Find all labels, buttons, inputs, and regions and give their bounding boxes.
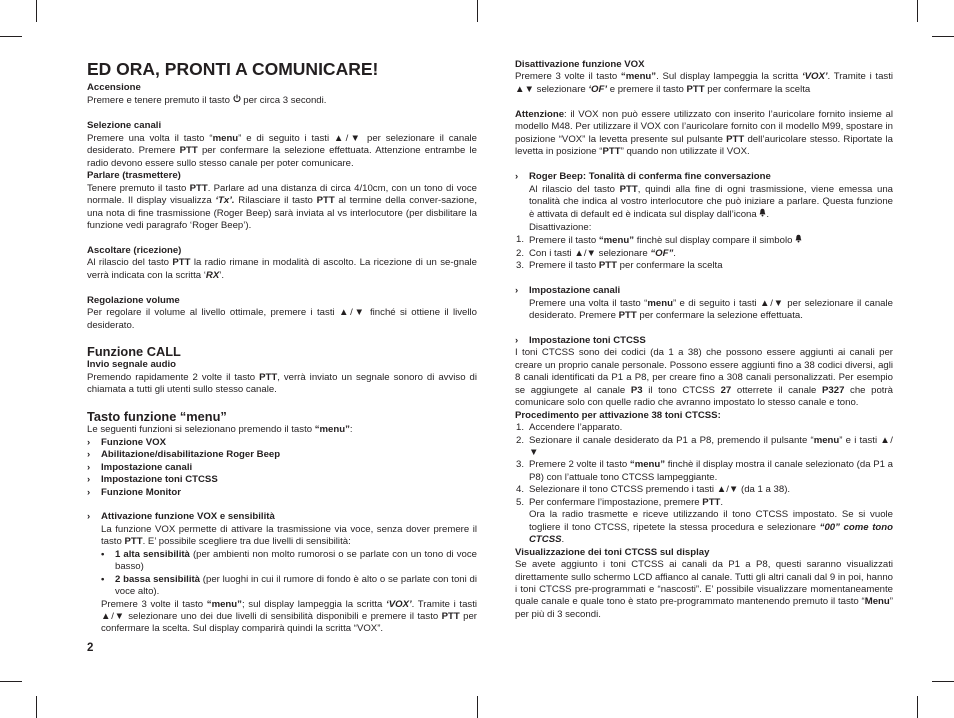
list-item: • 1 alta sensibilità (per ambienti non molto rumorosi o se parlate con un tono di voce basso) xyxy=(101,548,477,573)
paragraph: Attenzione: il VOX non può essere utilizzato con inserito l’auricolare fornito insieme al modello M48. Per utilizzare il VOX con l’auricolare fornito con il modello M99, spostare in posizione “VOX” la levetta presente sul pulsante PTT dell’auricolare stesso. Riportate la levetta in posizione “PTT” quando non utilizzate il VOX. xyxy=(515,108,893,158)
list-item: › Funzione VOX xyxy=(87,436,167,448)
section-heading: › Attivazione funzione VOX e sensibilità xyxy=(87,511,275,523)
section-heading: Invio segnale audio xyxy=(87,359,177,371)
list-item: 1. Accendere l’apparato. xyxy=(516,422,623,434)
list-item: › Funzione Monitor xyxy=(87,486,181,498)
paragraph: Tenere premuto il tasto PTT. Parlare ad una distanza di circa 4/10cm, con un tono di voce normale. Il display visualizza ‘Tx’. Rilasciare il tasto PTT al termine della conver-sazione, una nota di fine trasmissione (Roger Beep) sarà inviata al vs interlocutore (per disbilitare la funzione vedi paragrafo ‘Roger Beep’). xyxy=(87,182,477,231)
paragraph: Se avete aggiunto i toni CTCSS ai canali da P1 a P8, questi saranno visualizzati direttamente sullo schermo LCD affianco al canale. Tutti gli altri canali dal 9 in poi, hanno i toni CTCSS pre-programmati e “nascosti”. E’ possibile visualizzare momentaneamente quale canale e quale tono è stato pre-programmato mantenendo premuto il tasto “Menu” per più di 3 secondi. xyxy=(515,559,893,620)
section-heading: Ascoltare (ricezione) xyxy=(87,244,182,256)
right-column xyxy=(515,59,893,621)
paragraph: I toni CTCSS sono dei codici (da 1 a 38) che possono essere aggiunti ai canali per creare un proprio canale personale. Possono essere aggiunti fino a 38 codici diversi, agli 8 canali identificati da P1 a P8, per creare fino a 308 canali personalizzati. Per esempio se aggiungete al canale P3 il tono CTCSS 27 otterrete il canale P327 che potrà comunicare solo con quelle radio che avranno impostato lo stesso canale e tono. xyxy=(515,347,893,409)
page-title: ED ORA, PRONTI A COMUNICARE! xyxy=(87,59,379,79)
crop-mark xyxy=(0,681,22,682)
section-heading: Selezione canali xyxy=(87,120,162,132)
list-item: 1. Premere il tasto “menu” finchè sul display compare il simbolo xyxy=(515,234,893,247)
crop-mark xyxy=(917,0,918,22)
page-number: 2 xyxy=(87,642,94,654)
list-item: › Impostazione canali xyxy=(87,461,193,473)
crop-mark xyxy=(917,696,918,718)
section-heading: Visualizzazione dei toni CTCSS sul display xyxy=(515,546,710,558)
bell-icon xyxy=(795,234,802,247)
section-heading: Disattivazione funzione VOX xyxy=(515,59,645,70)
paragraph: La funzione VOX permette di attivare la trasmissione via voce, senza dover premere il tasto PTT. E’ possibile scegliere tra due livelli di sensibilità: xyxy=(101,523,477,548)
paragraph: Premere 3 volte il tasto “menu”. Sul display lampeggia la scritta ‘VOX’. Tramite i tasti ▲▼ selezionare ‘OF’ e premere il tasto PTT per confermare la scelta xyxy=(515,71,893,95)
paragraph: Premere e tenere premuto il tasto per circa 3 secondi. xyxy=(87,95,327,107)
paragraph: Al rilascio del tasto PTT, quindi alla fine di ogni trasmissione, viene emessa una tonalità che indica al vostro interlocutore che può iniziare a parlare. Questa funzione è attivata di default ed è indicata sul display dall’icona . xyxy=(529,183,893,221)
paragraph: Per regolare il volume al livello ottimale, premere i tasti ▲/▼ finché si ottiene il livello desiderato. xyxy=(87,307,477,331)
list-item: 4. Selezionare il tono CTCSS premendo i tasti ▲/▼ (da 1 a 38). xyxy=(516,484,791,496)
section-heading: › Impostazione canali xyxy=(515,285,621,297)
paragraph: Al rilascio del tasto PTT la radio rimane in modalità di ascolto. La ricezione di un se-gnale verrà indicata con la scritta ‘RX’. xyxy=(87,257,477,281)
list-item: 5. Per confermare l’impostazione, premere PTT. Ora la radio trasmette e riceve utilizzando il tono CTCSS impostato. Se si vuole togliere il tono CTCSS, ripetete la stessa procedura e selezionare “00” come tono CTCSS. xyxy=(516,496,893,546)
section-heading: Procedimento per attivazione 38 toni CTCSS: xyxy=(515,409,721,421)
crop-mark xyxy=(0,36,22,37)
crop-mark xyxy=(36,696,37,718)
list-item: 3. Premere il tasto PTT per confermare la scelta xyxy=(516,260,723,272)
section-heading: Accensione xyxy=(87,82,141,93)
power-icon xyxy=(233,94,241,107)
section-heading: Parlare (trasmettere) xyxy=(87,170,181,182)
paragraph: Premendo rapidamente 2 volte il tasto PTT, verrà inviato un segnale sonoro di avviso di chiamata a tutti gli utenti sullo stesso canale. xyxy=(87,371,477,396)
section-title: Tasto funzione “menu” xyxy=(87,409,227,425)
section-heading: Regolazione volume xyxy=(87,294,180,306)
section-heading: › Impostazione toni CTCSS xyxy=(515,334,646,346)
paragraph: Premere una volta il tasto “menu” e di seguito i tasti ▲/▼ per selezionare il canale desiderato. Premere PTT per confermare la selezione effettuata. xyxy=(529,297,893,322)
paragraph: Premere una volta il tasto “menu” e di seguito i tasti ▲/▼ per selezionare il canale desiderato. Premere PTT per confermare la selezione effettuata. Attenzione entrambe le radio devono essere sullo stesso canale per poter comunicare. xyxy=(87,132,477,169)
left-column xyxy=(87,59,477,636)
section-title: Funzione CALL xyxy=(87,344,181,360)
paragraph: Premere 3 volte il tasto “menu”; sul display lampeggia la scritta ‘VOX’. Tramite i tasti ▲/▼ selezionare uno dei due livelli di sensibilità disponibili e premere il tasto PTT per confermare la scelta. Sul display comparirà quindi la scritta “VOX”. xyxy=(101,598,478,635)
crop-mark xyxy=(932,36,954,37)
list-item: 2. Sezionare il canale desiderato da P1 a P8, premendo il pulsante “menu” e i tasti ▲/▼ xyxy=(516,434,893,458)
crop-mark xyxy=(477,0,478,22)
list-item: 3. Premere 2 volte il tasto “menu” finchè il display mostra il canale selezionato (da P1 a P8) con l’attuale tono CTCSS lampeggiante. xyxy=(516,459,893,483)
list-item: • 2 bassa sensibilità (per luoghi in cui il rumore di fondo è alto o se parlate con toni di voce alto). xyxy=(101,573,477,598)
list-item: › Abilitazione/disabilitazione Roger Beep xyxy=(87,449,281,461)
paragraph: Disattivazione: xyxy=(529,221,592,233)
crop-mark xyxy=(932,681,954,682)
crop-mark xyxy=(36,0,37,22)
list-item: 2. Con i tasti ▲/▼ selezionare “OF”. xyxy=(516,247,676,259)
section-heading: › Roger Beep: Tonalità di conferma fine conversazione xyxy=(515,171,771,183)
list-item: › Impostazione toni CTCSS xyxy=(87,474,218,486)
crop-mark xyxy=(477,696,478,718)
paragraph: Le seguenti funzioni si selezionano premendo il tasto “menu”: xyxy=(87,424,353,436)
